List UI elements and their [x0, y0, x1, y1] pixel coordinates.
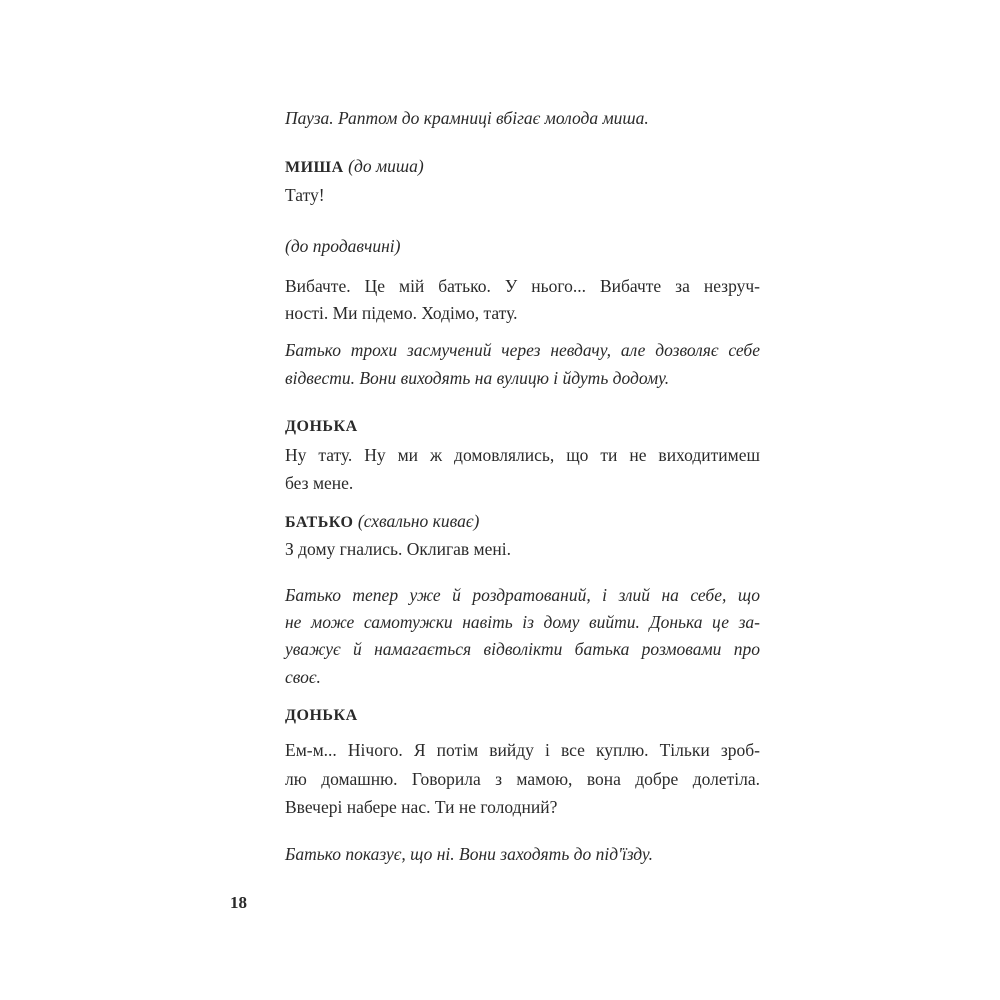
- stage-direction: уважує й намагається відволікти батька розмовами про: [285, 639, 760, 659]
- speaker-name: БАТЬКО: [285, 514, 354, 531]
- dialogue-line: Ем-м... Нічого. Я потім вийду і все куплю. Тільки зроб-: [285, 740, 760, 760]
- speaker-name: МИША: [285, 159, 344, 176]
- speaker-line: [285, 507, 760, 537]
- speaker-name: ДОНЬКА: [285, 418, 358, 435]
- dialogue-line: Тату!: [285, 185, 325, 205]
- stage-direction: Пауза. Раптом до крамниці вбігає молода миша.: [285, 108, 649, 128]
- speaker-direction: (до миша): [348, 156, 424, 176]
- dialogue-line: ності. Ми підемо. Ходімо, тату.: [285, 303, 518, 323]
- page-number: 18: [230, 893, 247, 912]
- stage-direction: Батько показує, що ні. Вони заходять до під'їзду.: [285, 844, 653, 864]
- stage-direction: своє.: [285, 667, 321, 687]
- stage-direction: (до продавчині): [285, 236, 401, 256]
- dialogue-line: Вибачте. Це мій батько. У нього... Вибачте за незруч-: [285, 276, 760, 296]
- dialogue-line: лю домашню. Говорила з мамою, вона добре долетіла.: [285, 769, 760, 789]
- speaker-direction: (схвально киває): [357, 511, 480, 531]
- stage-direction: не може самотужки навіть із дому вийти. Донька це за-: [285, 612, 760, 632]
- speaker-line: [285, 152, 760, 182]
- dialogue-line: Ввечері набере нас. Ти не голодний?: [285, 797, 558, 817]
- speaker-name: ДОНЬКА: [285, 707, 358, 724]
- dialogue-line: Ну тату. Ну ми ж домовлялись, що ти не виходитимеш: [285, 445, 760, 465]
- stage-direction: відвести. Вони виходять на вулицю і йдуть додому.: [285, 368, 670, 388]
- stage-direction: Батько трохи засмучений через невдачу, але дозволяє себе: [285, 340, 760, 360]
- dialogue-line: З дому гнались. Оклигав мені.: [285, 539, 511, 559]
- stage-direction: Батько тепер уже й роздратований, і злий на себе, що: [285, 585, 760, 605]
- dialogue-line: без мене.: [285, 473, 354, 493]
